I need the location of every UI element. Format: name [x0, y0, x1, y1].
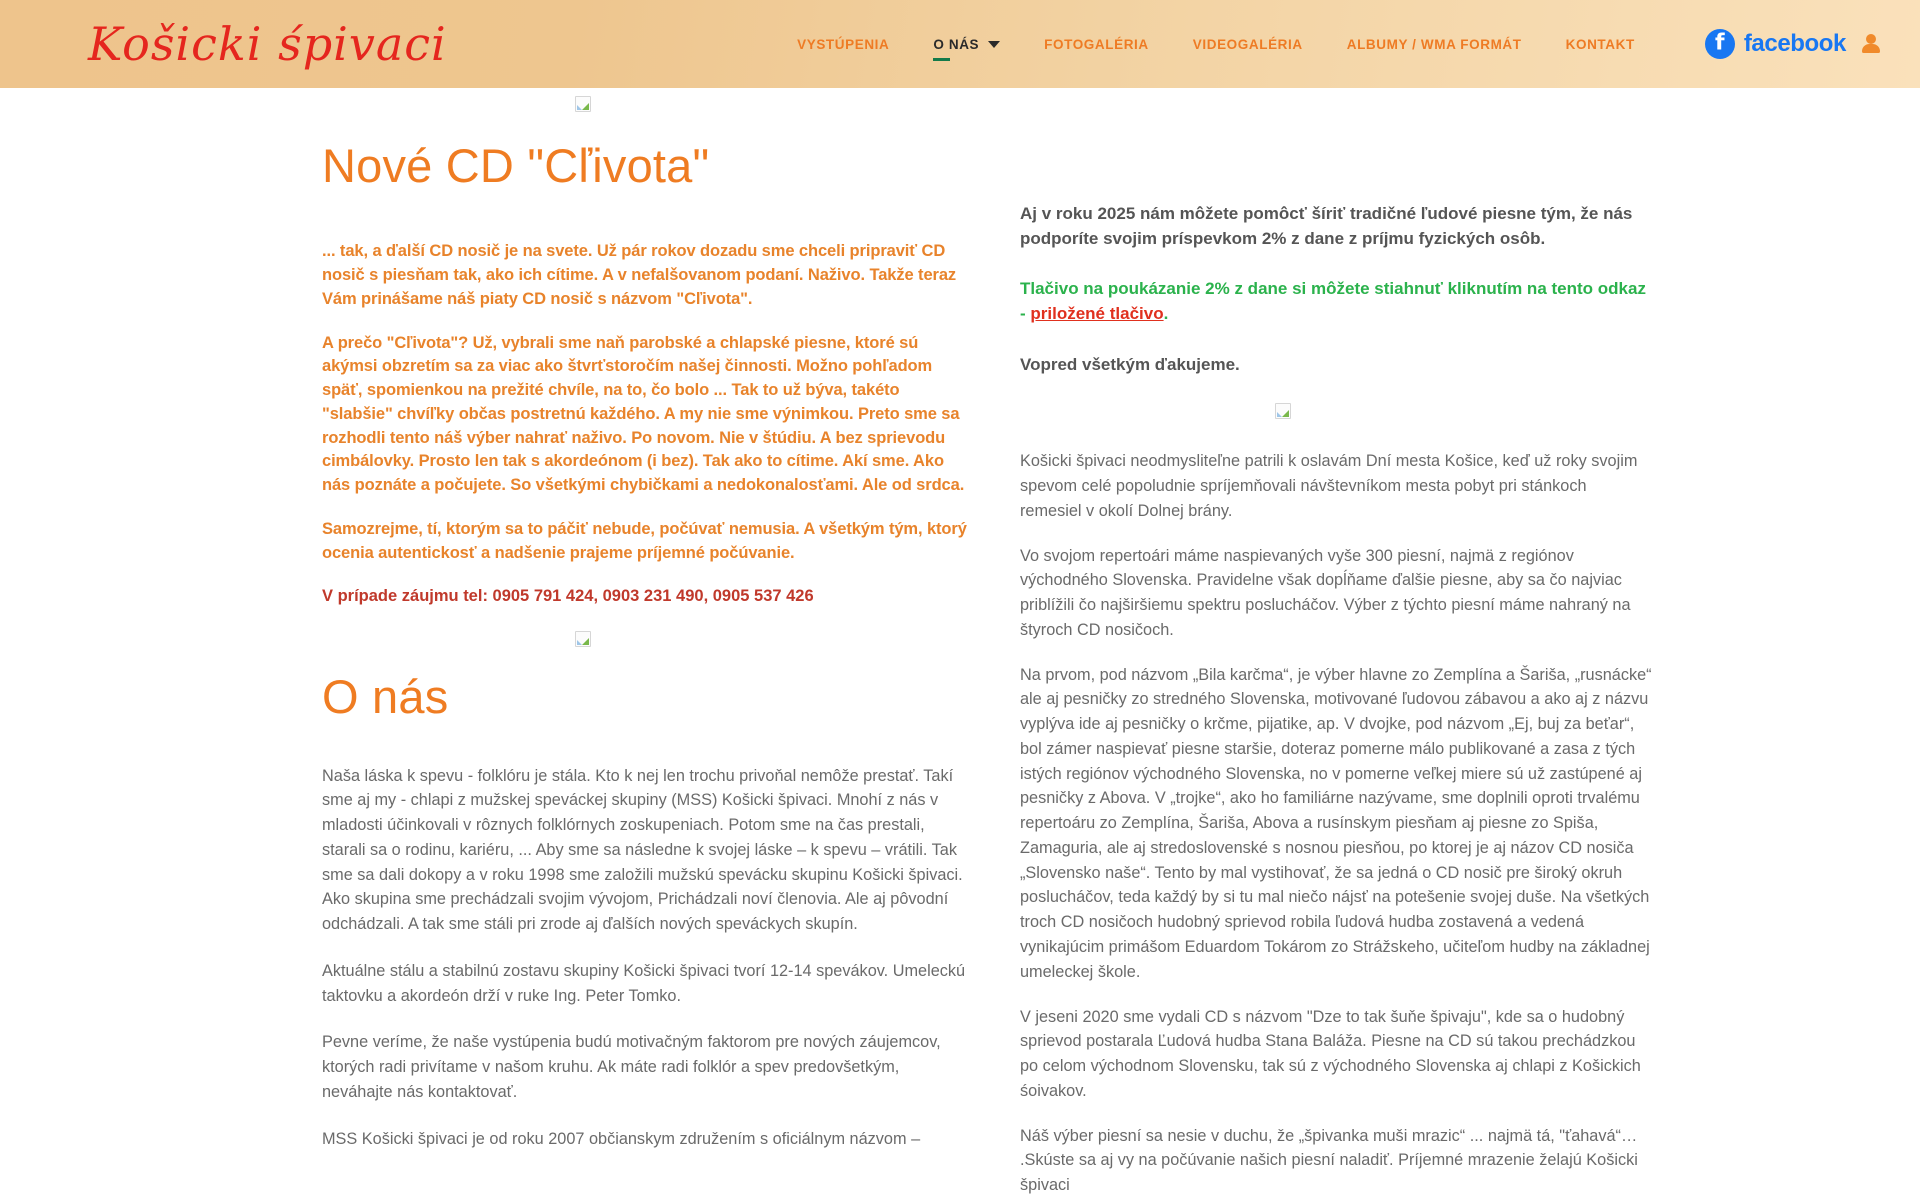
donation-form-text: [1020, 277, 1652, 326]
right-column-top-spacer: [1020, 96, 1652, 202]
nav-item-videogaleria[interactable]: VIDEOGALÉRIA: [1192, 36, 1303, 52]
right-paragraph-2: Vo svojom repertoári máme naspievaných vyše 300 piesní, najmä z regiónov východného Slovenska. Pravidelne však dopĺňame ďalšie piesne, aby sa čo najviac priblížili čo najširšiemu spektru poslucháčov. Výber z týchto piesní máme nahraný na štyroch CD nosičoch.: [1020, 546, 1631, 639]
broken-image-icon: [575, 96, 591, 112]
donation-thanks: Vopred všetkým ďakujeme.: [1020, 354, 1240, 374]
site-header: [0, 0, 1920, 88]
about-paragraph-2: Aktuálne stálu a stabilnú zostavu skupiny Košicki špivaci tvorí 12-14 spevákov. Umeleckú taktovku a akordeón drží v ruke Ing. Peter Tomko.: [322, 961, 966, 1005]
page-content: [0, 88, 1920, 1200]
about-paragraph-3: Pevne veríme, že naše vystúpenia budú motivačným faktorom pre nových záujemcov, ktorých radi privítame v našom kruhu. Ak máte radi folklór a spev predovšetkým, neváhajte nás kontaktovať.: [322, 1033, 941, 1101]
cd-paragraph-1: ... tak, a ďalší CD nosič je na svete. Už pár rokov dozadu sme chceli pripraviť CD nosič s piesňam tak, ako ich cítime. A v nefalšovanom podaní. Naživo. Takže teraz Vám prinášame náš piaty CD nosič s názvom "Cľivota".: [322, 242, 957, 308]
two-column-layout: [0, 88, 1920, 1200]
right-column: [1020, 88, 1652, 1200]
main-navigation: [775, 29, 1920, 59]
donation-form-link[interactable]: priložené tlačivo: [1030, 303, 1164, 323]
about-paragraph-1: Naša láska k spevu - folklóru je stála. Kto k nej len trochu privoňal nemôže prestať. Takí sme aj my - chlapi z mužskej speváckej skupiny (MSS) Košicki špivaci. Mnohí z nás v mladosti účinkovali v rôznych folklórnych zoskupeniach. Potom sme na čas prestali, starali sa o rodinu, kariéru, ... Aby sme sa následne k svojej láske – k spevu – vrátili. Tak sme sa dali dokopy a v roku 1998 sme založili mužskú spevácku skupinu Košicki špivaci. Ako skupina sme prechádzali svojim vývojom, Prichádzali noví členovia. Ale aj pôvodní odchádzali. A tak sme stáli pri zrode aj ďalších nových speváckych skupín.: [322, 766, 963, 934]
cd-paragraph-3: Samozrejme, tí, ktorým sa to páčiť nebude, počúvať nemusia. A všetkým tým, ktorý ocenia autentickosť a nadšenie prajeme príjemné počúvanie.: [322, 519, 967, 562]
facebook-link[interactable]: [1657, 29, 1852, 59]
right-paragraph-1: Košicki špivaci neodmysliteľne patrili k oslavám Dní mesta Košice, keď už roky svojim spevom celé popoludnie spríjemňovali návštevníkom mesta pobyt pri stánkoch remesiel v okolí Dolnej brány.: [1020, 452, 1638, 520]
chevron-down-icon: [988, 41, 1000, 48]
broken-image-icon: [575, 631, 591, 647]
about-paragraph-4: MSS Košicki špivaci je od roku 2007 občianskym združením s oficiálnym názvom –: [322, 1129, 921, 1148]
facebook-icon: [1705, 29, 1735, 59]
section-title-o-nas: O nás: [322, 670, 449, 724]
nav-item-kontakt[interactable]: KONTAKT: [1565, 36, 1635, 52]
nav-item-albumy-wma-format[interactable]: ALBUMY / WMA FORMÁT: [1346, 36, 1522, 52]
image-slot-2: [322, 631, 970, 647]
nav-item-vystupenia[interactable]: VYSTÚPENIA: [797, 36, 890, 52]
page-title-cd: Nové CD "Cľivota": [322, 139, 710, 192]
nav-active-underline: [933, 58, 950, 61]
user-account-icon[interactable]: [1862, 34, 1880, 54]
nav-item-o-nas[interactable]: [911, 37, 1022, 52]
donation-form-text-before: Tlačivo na poukázanie 2% z dane si môžete stiahnuť kliknutím na tento odkaz -: [1020, 279, 1646, 323]
broken-image-icon: [1275, 403, 1291, 419]
facebook-label: facebook: [1743, 30, 1846, 57]
right-paragraph-5: Náš výber piesní sa nesie v duchu, že „špivanka muši mrazic“ ... najmä tá, "ťahavá“… .Skúste sa aj vy na počúvanie našich piesní naladiť. Príjemné mrazenie želajú Košicki špivaci: [1020, 1126, 1638, 1195]
donation-intro: Aj v roku 2025 nám môžete pomôcť šíriť tradičné ľudové piesne tým, že nás podporíte svojim príspevkom 2% z dane z príjmu fyzických osôb.: [1020, 204, 1633, 248]
donation-form-text-after: .: [1163, 303, 1169, 323]
image-slot-3: [1020, 403, 1652, 419]
nav-item-o-nas-label: O NÁS: [933, 36, 980, 52]
site-logo[interactable]: Košicki śpivaci: [88, 17, 447, 71]
title-spacer: [322, 726, 970, 764]
cd-paragraph-2: A prečo "Cľivota"? Už, vybrali sme naň parobské a chlapské piesne, ktoré sú akýmsi obzretím sa za viac ako štvrťstoročím našej činnosti. Možno pohľadom späť, spomienkou na prežité chvíle, na to, čo bolo ... Tak to už býva, takéto "slabšie" chvíľky občas postretnú každého. A my nie sme výnimkou. Preto sme sa rozhodli tento náš výber nahrať naživo. Po novom. Nie v štúdiu. A bez sprievodu cimbálovky. Prosto len tak s akordeónom (i bez). Tak ako to cítime. Akí sme. Ako nás poznáte a počujete. So všetkými chybičkami a nedokonalosťami. Ale od srdca.: [322, 333, 965, 495]
right-paragraph-3: Na prvom, pod názvom „Bila karčma“, je výber hlavne zo Zemplína a Šariša, „rusnácke“ ale aj pesničky zo stredného Slovenska, motivované ľudovou zábavou a ako aj z názvu vyplýva ide aj pesničky o krčme, pijatike, ap. V dvojke, pod názvom „Ej, buj za beťar“, bol zámer naspievať piesne staršie, doteraz pomerne málo publikované a zasa z tých istých regiónov východného Slovenska, no v pomerne veľkej miere sú už zastúpené aj pesničky z Abova. V „trojke“, ako ho familiárne nazývame, sme doplnili oproti trvalému repertoáru zo Zemplína, Šariša, Abova a rusínskym piesňam aj piesne zo Spiša, Zamaguria, ale aj stredoslovenské s nosnou piesňou, po ktorej je aj názov CD nosiča „Slovensko naše“. Tento by mal vystihovať, že sa jedná o CD nosič pre široký okruh poslucháčov, teda každý by si tu mal niečo nájsť na potešenie svojej duše. Na všetkých troch CD nosičoch hudobný sprievod robila ľudová hudba zostavená a vedená vynikajúcim primášom Eduardom Tokárom zo Strážskeho, učiteľom hudby na základnej umeleckej škole.: [1020, 665, 1652, 981]
left-column: [322, 88, 970, 1200]
right-paragraph-4: V jeseni 2020 sme vydali CD s názvom "Dze to tak šuňe špivaju", kde sa o hudobný sprievod postarala Ľudová hudba Stana Baláža. Piesne na CD sú takou prechádzkou po celom východnom Slovensku, tak sú z východného Slovenska aj chlapi z Košickich śoivakov.: [1020, 1007, 1641, 1100]
image-slot-1: [322, 96, 970, 112]
contact-phone-line: V prípade záujmu tel: 0905 791 424, 0903 231 490, 0905 537 426: [322, 587, 814, 606]
nav-item-fotogaleria[interactable]: FOTOGALÉRIA: [1044, 36, 1149, 52]
